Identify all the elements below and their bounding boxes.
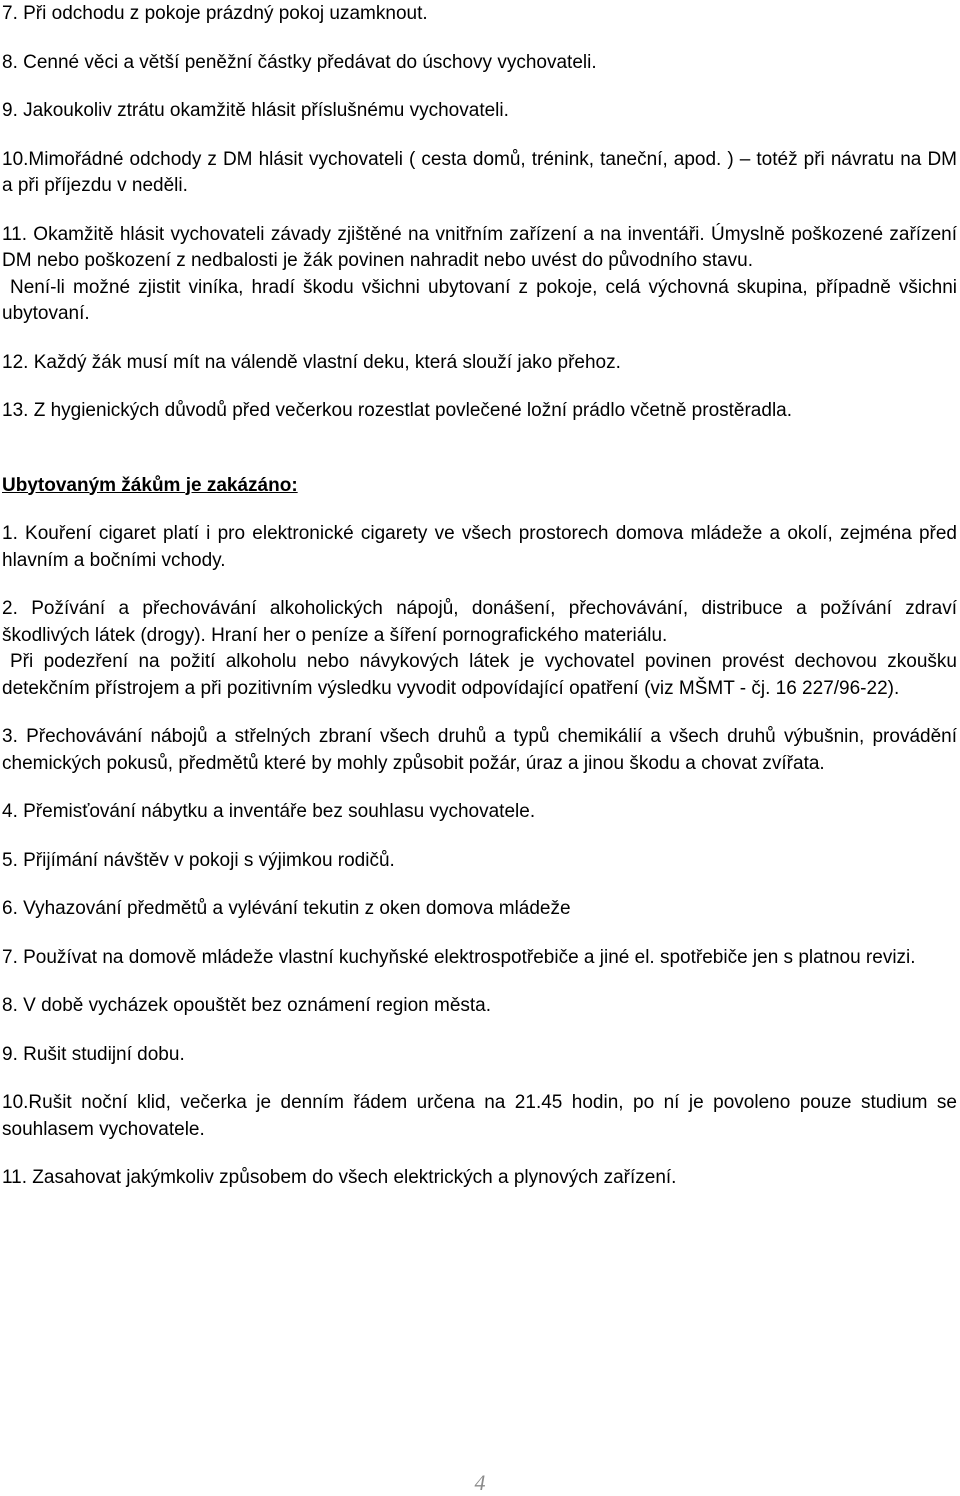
prohibited-item-2: 2. Požívání a přechovávání alkoholických nápojů, donášení, přechovávání, distribuce a požívání zdraví škodlivých látek (drogy). Hraní her o peníze a šíření pornografického materiálu. bbox=[2, 598, 957, 646]
prohibited-item-7: 7. Používat na domově mládeže vlastní kuchyňské elektrospotřebiče a jiné el. spotřebiče jen s platnou revizi. bbox=[2, 946, 916, 968]
prohibited-item-11: 11. Zasahovat jakýmkoliv způsobem do všech elektrických a plynových zařízení. bbox=[2, 1167, 677, 1188]
prohibited-item-10: 10.Rušit noční klid, večerka je denním řádem určena na 21.45 hodin, po ní je povoleno pouze studium se souhlasem vychovatele. bbox=[2, 1092, 957, 1140]
page-number: 4 bbox=[474, 1470, 486, 1495]
prohibited-item-2-note: Při podezření na požití alkoholu nebo návykových látek je vychovatel povinen provést dechovou zkoušku detekčním přístrojem a při pozitivním výsledku vyvodit odpovídající opatření (viz MŠMT - čj. 16 227/96-22). bbox=[2, 651, 957, 699]
rule-item-8: 8. Cenné věci a větší peněžní částky předávat do úschovy vychovateli. bbox=[2, 51, 597, 73]
document-page bbox=[2, 0, 957, 1192]
prohibited-item-9: 9. Rušit studijní dobu. bbox=[2, 1043, 185, 1065]
section-heading-prohibited: Ubytovaným žákům je zakázáno: bbox=[2, 474, 298, 496]
rule-item-7: 7. Při odchodu z pokoje prázdný pokoj uzamknout. bbox=[2, 3, 428, 24]
rule-item-12: 12. Každý žák musí mít na válendě vlastní deku, která slouží jako přehoz. bbox=[2, 351, 621, 373]
prohibited-item-8: 8. V době vycházek opouštět bez oznámení region města. bbox=[2, 995, 492, 1016]
rule-item-11: 11. Okamžitě hlásit vychovateli závady zjištěné na vnitřním zařízení a na inventáři. Úmyslně poškozené zařízení DM nebo poškození z nedbalosti je žák povinen nahradit nebo uvést do původního stavu. bbox=[2, 223, 957, 271]
prohibited-item-5: 5. Přijímání návštěv v pokoji s výjimkou rodičů. bbox=[2, 849, 395, 871]
prohibited-item-6: 6. Vyhazování předmětů a vylévání tekutin z oken domova mládeže bbox=[2, 898, 571, 919]
rule-item-11-note: Není-li možné zjistit viníka, hradí škodu všichni ubytovaní z pokoje, celá výchovná skupina, případně všichni ubytovaní. bbox=[2, 276, 957, 324]
prohibited-item-1: 1. Kouření cigaret platí i pro elektronické cigarety ve všech prostorech domova mládeže a okolí, zejména před hlavním a bočními vchody. bbox=[2, 523, 957, 571]
rule-item-10: 10.Mimořádné odchody z DM hlásit vychovateli ( cesta domů, trénink, taneční, apod. ) – totéž při návratu na DM a při příjezdu v neděli. bbox=[2, 148, 957, 196]
prohibited-item-3: 3. Přechovávání nábojů a střelných zbraní všech druhů a typů chemikálií a všech druhů výbušnin, provádění chemických pokusů, předmětů které by mohly způsobit požár, úraz a jinou škodu a chovat zvířata. bbox=[2, 726, 957, 774]
prohibited-item-4: 4. Přemisťování nábytku a inventáře bez souhlasu vychovatele. bbox=[2, 801, 536, 822]
rule-item-13: 13. Z hygienických důvodů před večerkou rozestlat povlečené ložní prádlo včetně prostěradla. bbox=[2, 400, 793, 421]
rule-item-9: 9. Jakoukoliv ztrátu okamžitě hlásit příslušnému vychovateli. bbox=[2, 100, 509, 121]
